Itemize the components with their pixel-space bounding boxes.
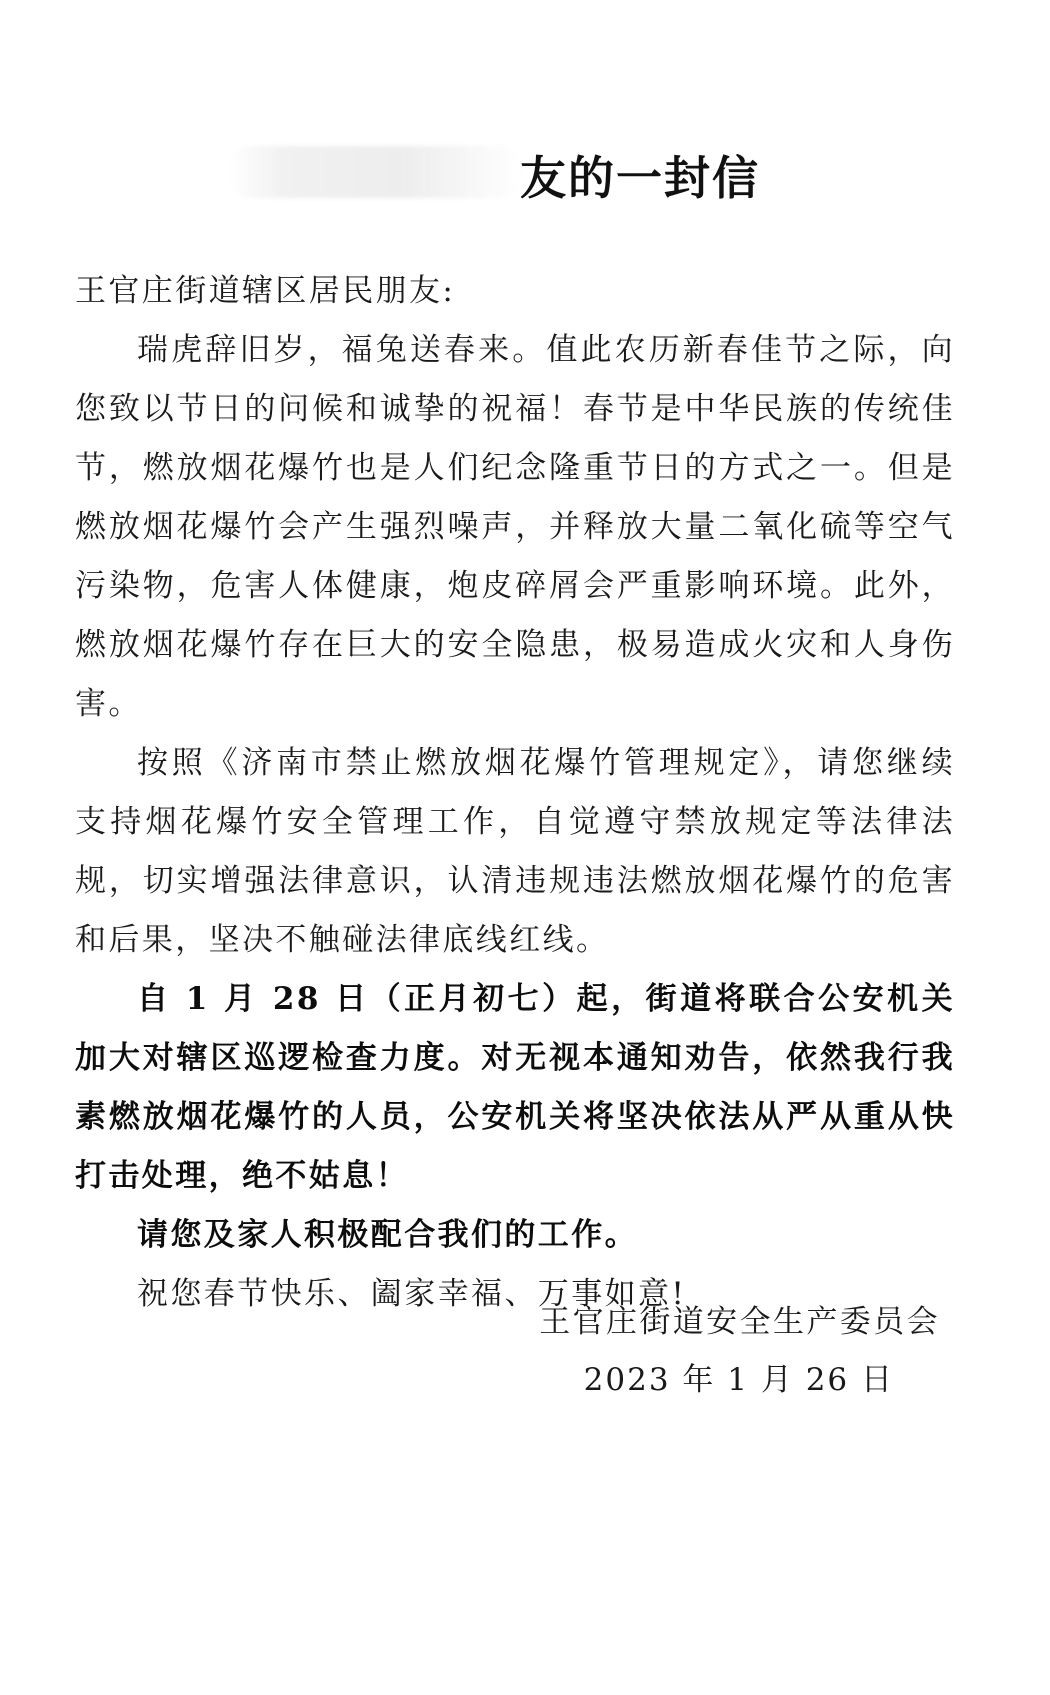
- paragraph-enforcement: 自 1 月 28 日（正月初七）起，街道将联合公安机关加大对辖区巡逻检查力度。对无视本通知劝告，依然我行我素燃放烟花爆竹的人员，公安机关将坚决依法从严从重从快打击处理，绝不姑息！: [75, 981, 955, 1194]
- salutation: 王官庄街道辖区居民朋友:: [75, 273, 456, 309]
- redacted-title-region: [230, 146, 520, 198]
- letter-body: [75, 262, 955, 1324]
- paragraph-closing: 祝您春节快乐、阖家幸福、万事如意!: [137, 1276, 687, 1312]
- signature-date: 2023 年 1 月 26 日: [583, 1362, 894, 1398]
- paragraph-cooperation: 请您及家人积极配合我们的工作。: [137, 1217, 638, 1253]
- paragraph-regulation: 按照《济南市禁止燃放烟花爆竹管理规定》，请您继续支持烟花爆竹安全管理工作，自觉遵守禁放规定等法律法规，切实增强法律意识，认清违规违法燃放烟花爆竹的危害和后果，坚决不触碰法律底线红线。: [75, 745, 955, 958]
- signature: 王官庄街道安全生产委员会: [539, 1304, 940, 1340]
- paragraph-greeting: 瑞虎辞旧岁，福兔送春来。值此农历新春佳节之际，向您致以节日的问候和诚挚的祝福！春节是中华民族的传统佳节，燃放烟花爆竹也是人们纪念隆重节日的方式之一。但是燃放烟花爆竹会产生强烈噪声，并释放大量二氧化硫等空气污染物，危害人体健康，炮皮碎屑会严重影响环境。此外，燃放烟花爆竹存在巨大的安全隐患，极易造成火灾和人身伤害。: [75, 332, 955, 722]
- letter-title: 友的一封信: [520, 151, 760, 205]
- title-area: [220, 138, 780, 208]
